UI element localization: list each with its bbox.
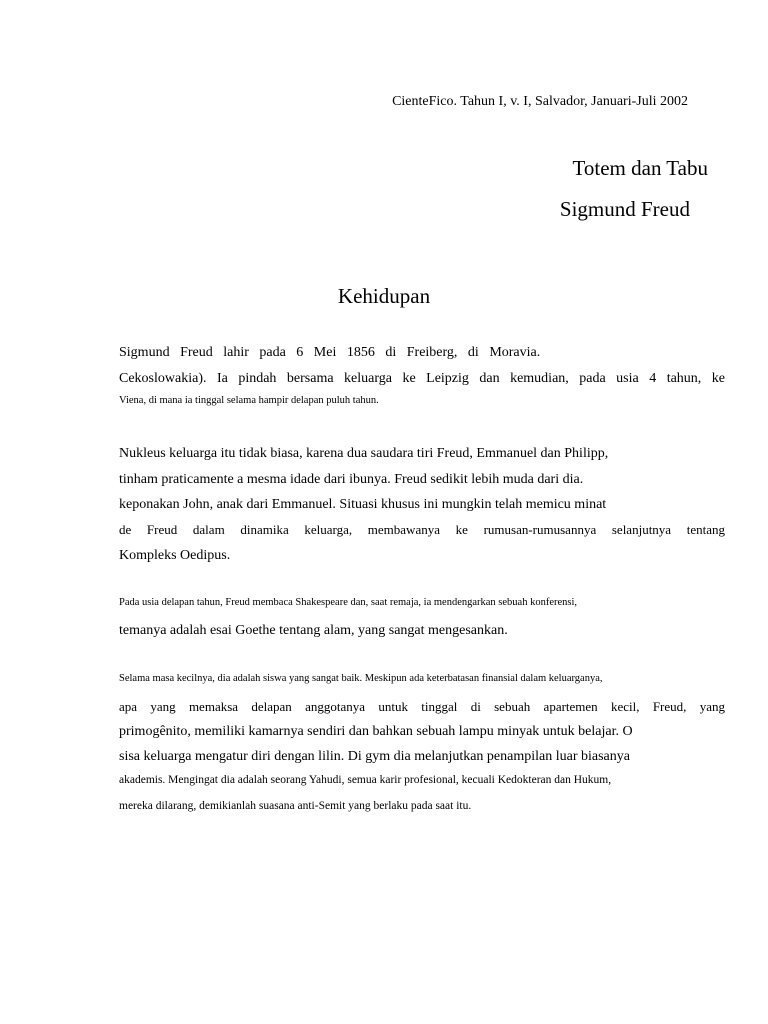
paragraph-line: akademis. Mengingat dia adalah seorang Yahudi, semua karir profesional, kecuali Kedokteran dan Hukum, bbox=[119, 774, 612, 786]
document-title: Totem dan Tabu bbox=[572, 156, 708, 180]
paragraph-line: Selama masa kecilnya, dia adalah siswa yang sangat baik. Meskipun ada keterbatasan finansial dalam keluarganya, bbox=[119, 673, 603, 684]
paragraph-4 bbox=[119, 673, 725, 812]
paragraph-1 bbox=[119, 345, 725, 406]
paragraph-line: keponakan John, anak dari Emmanuel. Situasi khusus ini mungkin telah memicu minat bbox=[119, 497, 607, 512]
paragraph-line: mereka dilarang, demikianlah suasana anti-Semit yang berlaku pada saat itu. bbox=[119, 800, 472, 812]
paragraph-line: tinham praticamente a mesma idade dari ibunya. Freud sedikit lebih muda dari dia. bbox=[119, 472, 584, 487]
paragraph-line: de Freud dalam dinamika keluarga, membawanya ke rumusan-rumusannya selanjutnya tentang bbox=[119, 522, 725, 537]
paragraph-line: Nukleus keluarga itu tidak biasa, karena dua saudara tiri Freud, Emmanuel dan Philipp, bbox=[119, 446, 609, 461]
section-heading: Kehidupan bbox=[337, 284, 431, 308]
paragraph-line: apa yang memaksa delapan anggotanya untuk tinggal di sebuah apartemen kecil, Freud, yang bbox=[119, 699, 725, 714]
paragraph-line: sisa keluarga mengatur diri dengan lilin. Di gym dia melanjutkan penampilan luar biasanya bbox=[119, 749, 630, 764]
paragraph-line: primogênito, memiliki kamarnya sendiri dan bahkan sebuah lampu minyak untuk belajar. O bbox=[119, 724, 633, 739]
paragraph-line: temanya adalah esai Goethe tentang alam, yang sangat mengesankan. bbox=[119, 623, 508, 638]
paragraph-line: Sigmund Freud lahir pada 6 Mei 1856 di Freiberg, di Moravia. bbox=[119, 345, 541, 360]
document-author: Sigmund Freud bbox=[559, 197, 690, 221]
paragraph-2 bbox=[119, 446, 725, 564]
journal-citation: CienteFico. Tahun I, v. I, Salvador, Januari-Juli 2002 bbox=[392, 94, 688, 109]
paragraph-line: Kompleks Oedipus. bbox=[119, 548, 231, 563]
paragraph-line: Viena, di mana ia tinggal selama hampir delapan puluh tahun. bbox=[119, 395, 379, 406]
paragraph-3 bbox=[119, 597, 725, 639]
paragraph-line: Cekoslowakia). Ia pindah bersama keluarga ke Leipzig dan kemudian, pada usia 4 tahun, ke bbox=[119, 371, 725, 386]
paragraph-line: Pada usia delapan tahun, Freud membaca Shakespeare dan, saat remaja, ia mendengarkan sebuah konferensi, bbox=[119, 597, 578, 608]
